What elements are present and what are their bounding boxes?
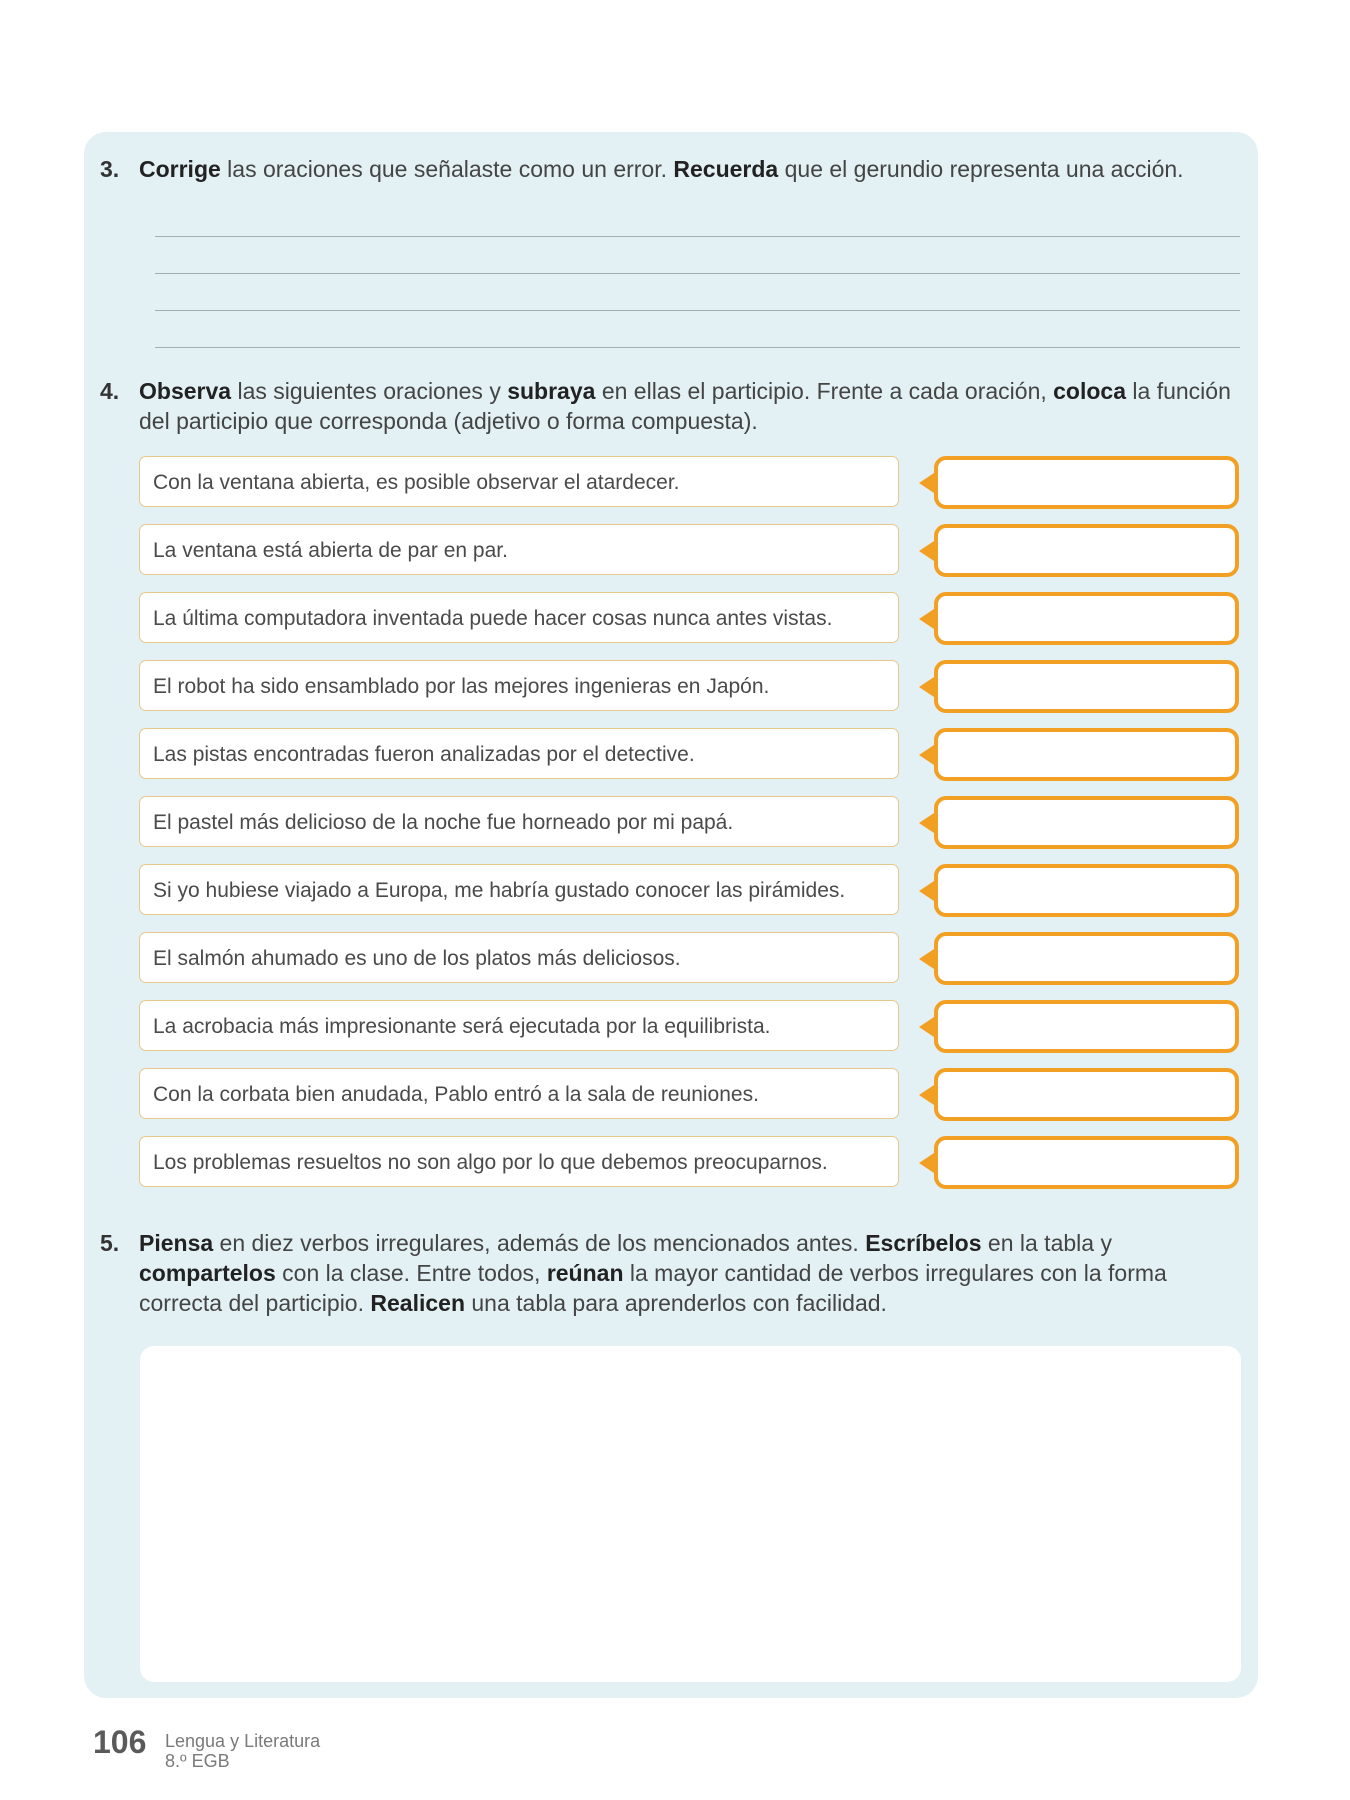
sentence-row — [139, 456, 1239, 509]
question-5 — [100, 1228, 1240, 1318]
sentence-box: La última computadora inventada puede hacer cosas nunca antes vistas. — [139, 592, 899, 643]
pointer-arrow — [919, 949, 934, 969]
pointer-arrow — [919, 609, 934, 629]
answer-box[interactable] — [934, 456, 1239, 509]
answer-box[interactable] — [934, 932, 1239, 985]
answer-box[interactable] — [934, 796, 1239, 849]
answer-box[interactable] — [934, 1136, 1239, 1189]
writing-line[interactable] — [155, 310, 1240, 311]
pointer-arrow — [919, 677, 934, 697]
sentence-row — [139, 932, 1239, 985]
sentence-box: El pastel más delicioso de la noche fue horneado por mi papá. — [139, 796, 899, 847]
question-4-number: 4. — [100, 378, 120, 404]
question-3 — [100, 154, 1240, 184]
sentence-box: El salmón ahumado es uno de los platos más deliciosos. — [139, 932, 899, 983]
writing-line[interactable] — [155, 347, 1240, 348]
sentence-row — [139, 728, 1239, 781]
sentence-row — [139, 1136, 1239, 1189]
sentence-row — [139, 660, 1239, 713]
answer-box[interactable] — [934, 1000, 1239, 1053]
pointer-arrow — [919, 813, 934, 833]
question-5-number: 5. — [100, 1230, 120, 1256]
question-3-text: Corrige las oraciones que señalaste como un error. Recuerda que el gerundio representa una acción. — [139, 156, 1184, 182]
subject-label — [165, 1731, 320, 1771]
question-3-number: 3. — [100, 156, 120, 182]
pointer-arrow — [919, 1017, 934, 1037]
answer-box[interactable] — [934, 660, 1239, 713]
question-4-text: Observa las siguientes oraciones y subraya en ellas el participio. Frente a cada oración, coloca la función del participio que corresponda (adjetivo o forma compuesta). — [139, 378, 1231, 434]
sentence-box: Con la ventana abierta, es posible observar el atardecer. — [139, 456, 899, 507]
subject-name: Lengua y Literatura — [165, 1731, 321, 1751]
pointer-arrow — [919, 1153, 934, 1173]
answer-box[interactable] — [934, 1068, 1239, 1121]
answer-box[interactable] — [934, 728, 1239, 781]
pointer-arrow — [919, 881, 934, 901]
question-5-text: Piensa en diez verbos irregulares, además de los mencionados antes. Escríbelos en la tabla y compartelos con la clase. Entre todos, reúnan la mayor cantidad de verbos irregulares con la forma correcta del participio. Realicen una tabla para aprenderlos con facilidad. — [139, 1230, 1167, 1316]
grade-label: 8.º EGB — [165, 1751, 230, 1771]
writing-line[interactable] — [155, 273, 1240, 274]
pointer-arrow — [919, 541, 934, 561]
sentence-box: Las pistas encontradas fueron analizadas por el detective. — [139, 728, 899, 779]
sentence-row — [139, 796, 1239, 849]
answer-box[interactable] — [934, 592, 1239, 645]
activity-panel — [84, 132, 1258, 1698]
sentence-box: La ventana está abierta de par en par. — [139, 524, 899, 575]
sentence-row — [139, 1068, 1239, 1121]
participle-rows — [139, 456, 1239, 1204]
question-4 — [100, 376, 1240, 436]
sentence-box: Si yo hubiese viajado a Europa, me habría gustado conocer las pirámides. — [139, 864, 899, 915]
answer-lines[interactable] — [155, 236, 1240, 384]
sentence-box: El robot ha sido ensamblado por las mejores ingenieras en Japón. — [139, 660, 899, 711]
sentence-box: Los problemas resueltos no son algo por lo que debemos preocuparnos. — [139, 1136, 899, 1187]
sentence-row — [139, 1000, 1239, 1053]
writing-line[interactable] — [155, 236, 1240, 237]
pointer-arrow — [919, 473, 934, 493]
pointer-arrow — [919, 1085, 934, 1105]
page-number: 106 — [93, 1724, 147, 1760]
sentence-row — [139, 864, 1239, 917]
answer-box[interactable] — [934, 524, 1239, 577]
answer-box[interactable] — [934, 864, 1239, 917]
sentence-row — [139, 592, 1239, 645]
verb-table-area[interactable] — [140, 1346, 1241, 1682]
sentence-row — [139, 524, 1239, 577]
pointer-arrow — [919, 745, 934, 765]
sentence-box: Con la corbata bien anudada, Pablo entró a la sala de reuniones. — [139, 1068, 899, 1119]
sentence-box: La acrobacia más impresionante será ejecutada por la equilibrista. — [139, 1000, 899, 1051]
